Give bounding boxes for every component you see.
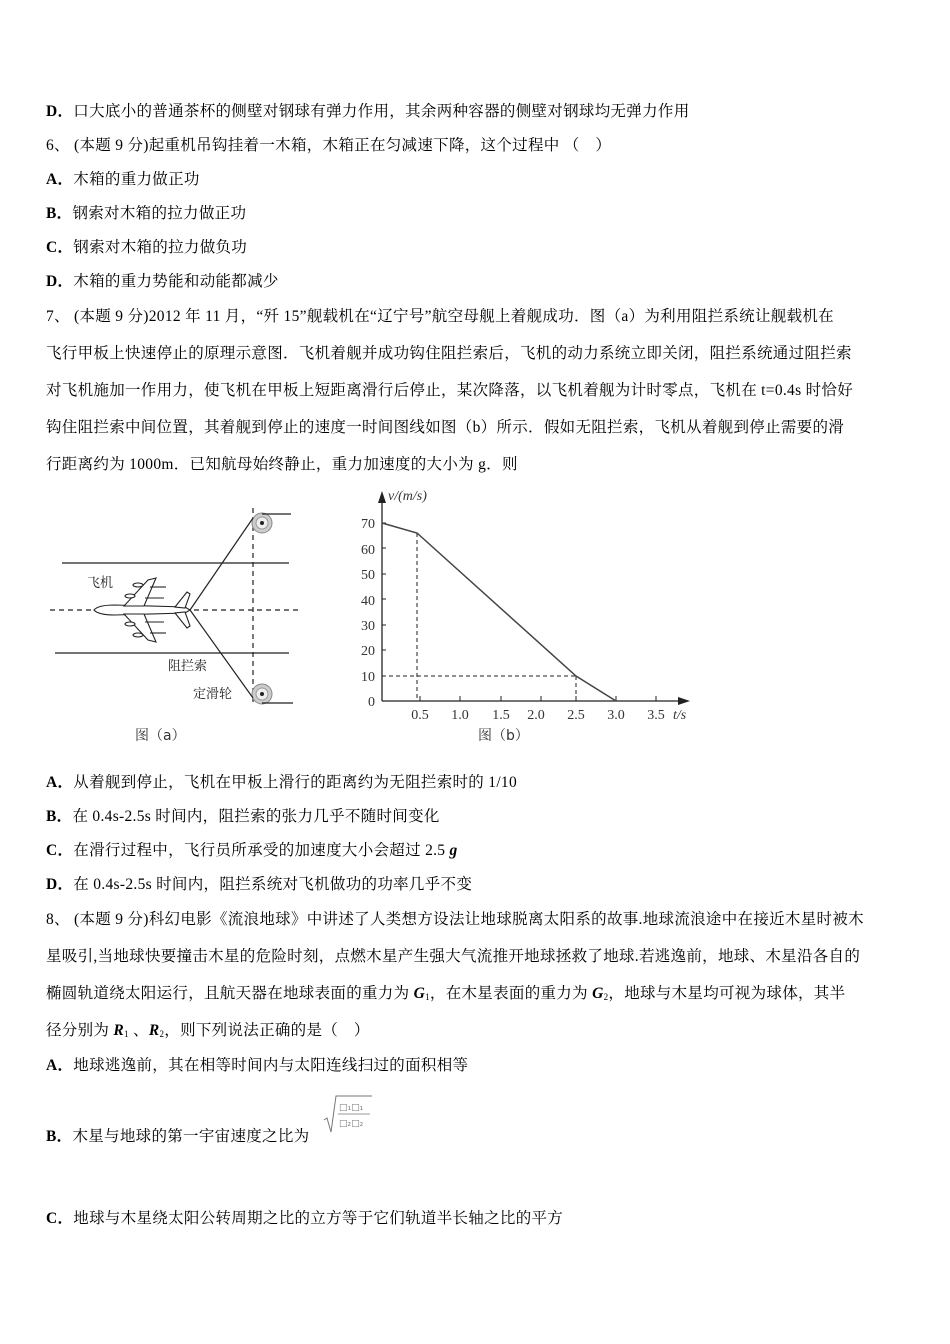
option-label: A． — [46, 1057, 74, 1074]
label-plane: 飞机 — [87, 576, 114, 591]
option-label: D． — [46, 103, 74, 120]
option-label: B． — [46, 808, 73, 825]
svg-text:40: 40 — [361, 594, 375, 609]
figure-b-caption: 图（b） — [478, 728, 529, 744]
q7-option-a — [46, 773, 517, 793]
q7-stem-line-2: 飞行甲板上快速停止的原理示意图．飞机着舰并成功钩住阻拦索后，飞机的动力系统立即关闭，阻拦系统通过阻拦索 — [46, 345, 852, 362]
q7-stem-line-1: 7、 (本题 9 分)2012 年 11 月，“歼 15”舰载机在“辽宁号”航空母舰上着舰成功．图（a）为利用阻拦系统让舰载机在 — [46, 308, 834, 325]
svg-text:60: 60 — [361, 543, 375, 558]
option-text: 从着舰到停止，飞机在甲板上滑行的距离约为无阻拦索时的 1/10 — [73, 774, 518, 791]
q8-option-c — [46, 1209, 563, 1229]
label-cable: 阻拦索 — [168, 659, 208, 674]
svg-text:30: 30 — [361, 619, 375, 634]
option-text: 钢索对木箱的拉力做正功 — [72, 205, 247, 222]
option-label: B． — [46, 205, 73, 222]
q7-option-b — [46, 807, 440, 827]
option-label: C． — [46, 1210, 74, 1227]
svg-text:2.0: 2.0 — [527, 708, 545, 723]
svg-text:3.5: 3.5 — [647, 708, 665, 723]
q8-stem-line-2: 星吸引,当地球快要撞击木星的危险时刻，点燃木星产生强大气流推开地球拯救了地球.若逃逸前，地球、木星沿各自的 — [46, 948, 861, 965]
svg-text:3.0: 3.0 — [607, 708, 625, 723]
q8-option-b — [46, 1127, 309, 1147]
svg-text:0.5: 0.5 — [411, 708, 429, 723]
option-text: 在 0.4s-2.5s 时间内，阻拦索的张力几乎不随时间变化 — [72, 808, 440, 825]
q7-option-c — [46, 841, 458, 861]
option-text: 木箱的重力做正功 — [73, 171, 200, 188]
option-text: 在 0.4s-2.5s 时间内，阻拦系统对飞机做功的功率几乎不变 — [73, 876, 473, 893]
svg-text:70: 70 — [361, 517, 375, 532]
figure-b-vt-graph — [340, 485, 710, 750]
svg-text:50: 50 — [361, 568, 375, 583]
q6-option-c — [46, 238, 247, 258]
option-text: 地球与木星绕太阳公转周期之比的立方等于它们轨道半长轴之比的平方 — [73, 1210, 564, 1227]
option-text: 地球逃逸前，其在相等时间内与太阳连线扫过的面积相等 — [73, 1057, 469, 1074]
q8-stem-line-3: 椭圆轨道绕太阳运行，且航天器在地球表面的重力为 $G_1$，在木星表面的重力为 $G_2$，地球与木星均可视为球体，其半 — [46, 985, 846, 1002]
option-label: C． — [46, 842, 74, 859]
option-text: 木箱的重力势能和动能都减少 — [73, 273, 279, 290]
option-label: A． — [46, 774, 74, 791]
label-pulley: 定滑轮 — [193, 687, 233, 702]
q6-option-b — [46, 204, 246, 224]
pulley-bottom-icon — [252, 684, 272, 704]
option-text: 在滑行过程中，飞行员所承受的加速度大小会超过 2.5 — [73, 842, 450, 859]
sqrt-formula-image — [322, 1094, 372, 1134]
option-label: D． — [46, 273, 74, 290]
svg-text:1.0: 1.0 — [451, 708, 469, 723]
option-label: A． — [46, 171, 74, 188]
figure-a-caption: 图（a） — [135, 728, 186, 744]
q6-stem: 6、 (本题 9 分)起重机吊钩挂着一木箱，木箱正在匀减速下降，这个过程中 （ ） — [46, 137, 612, 154]
q6-option-d — [46, 272, 279, 292]
option-text: 木星与地球的第一宇宙速度之比为 — [72, 1128, 310, 1145]
option-text: 钢索对木箱的拉力做负功 — [73, 239, 248, 256]
svg-text:20: 20 — [361, 644, 375, 659]
arrester-diagram-svg — [40, 490, 310, 750]
q6-option-a — [46, 170, 200, 190]
q7-stem-line-3: 对飞机施加一作用力，使飞机在甲板上短距离滑行后停止，某次降落，以飞机着舰为计时零点，飞机在 t=0.4s 时恰好 — [46, 382, 854, 399]
x-axis-label: t/s — [673, 708, 687, 723]
figure-a-arrester-diagram — [40, 490, 310, 750]
svg-text:0: 0 — [368, 695, 375, 710]
q7-stem-line-5: 行距离约为 1000m．已知航母始终静止，重力加速度的大小为 g．则 — [46, 456, 518, 473]
q7-option-d — [46, 875, 472, 895]
svg-text:□₁□₁: □₁□₁ — [339, 1103, 364, 1113]
svg-text:1.5: 1.5 — [492, 708, 510, 723]
y-axis-label: v/(m/s) — [388, 489, 427, 504]
pulley-top-icon — [252, 513, 272, 533]
q7-stem-line-4: 钩住阻拦索中间位置，其着舰到停止的速度一时间图线如图（b）所示．假如无阻拦索，飞机从着舰到停止需要的滑 — [46, 419, 845, 436]
option-label: D． — [46, 876, 74, 893]
q8-option-a — [46, 1056, 468, 1076]
vt-graph-svg — [340, 485, 710, 750]
option-text: 口大底小的普通茶杯的侧壁对钢球有弹力作用，其余两种容器的侧壁对钢球均无弹力作用 — [73, 103, 690, 120]
q5-option-d — [46, 102, 690, 122]
q8-stem-line-4: 径分别为 $R_1$ 、$R_2$，则下列说法正确的是（ ） — [46, 1022, 370, 1039]
q8-stem-line-1: 8、 (本题 9 分)科幻电影《流浪地球》中讲述了人类想方设法让地球脱离太阳系的故事.地球流浪途中在接近木星时被木 — [46, 911, 864, 928]
svg-text:10: 10 — [361, 670, 375, 685]
option-label: B． — [46, 1128, 73, 1145]
var-g: g — [449, 842, 458, 859]
svg-text:2.5: 2.5 — [567, 708, 585, 723]
option-label: C． — [46, 239, 74, 256]
svg-text:□₂□₂: □₂□₂ — [339, 1119, 364, 1129]
